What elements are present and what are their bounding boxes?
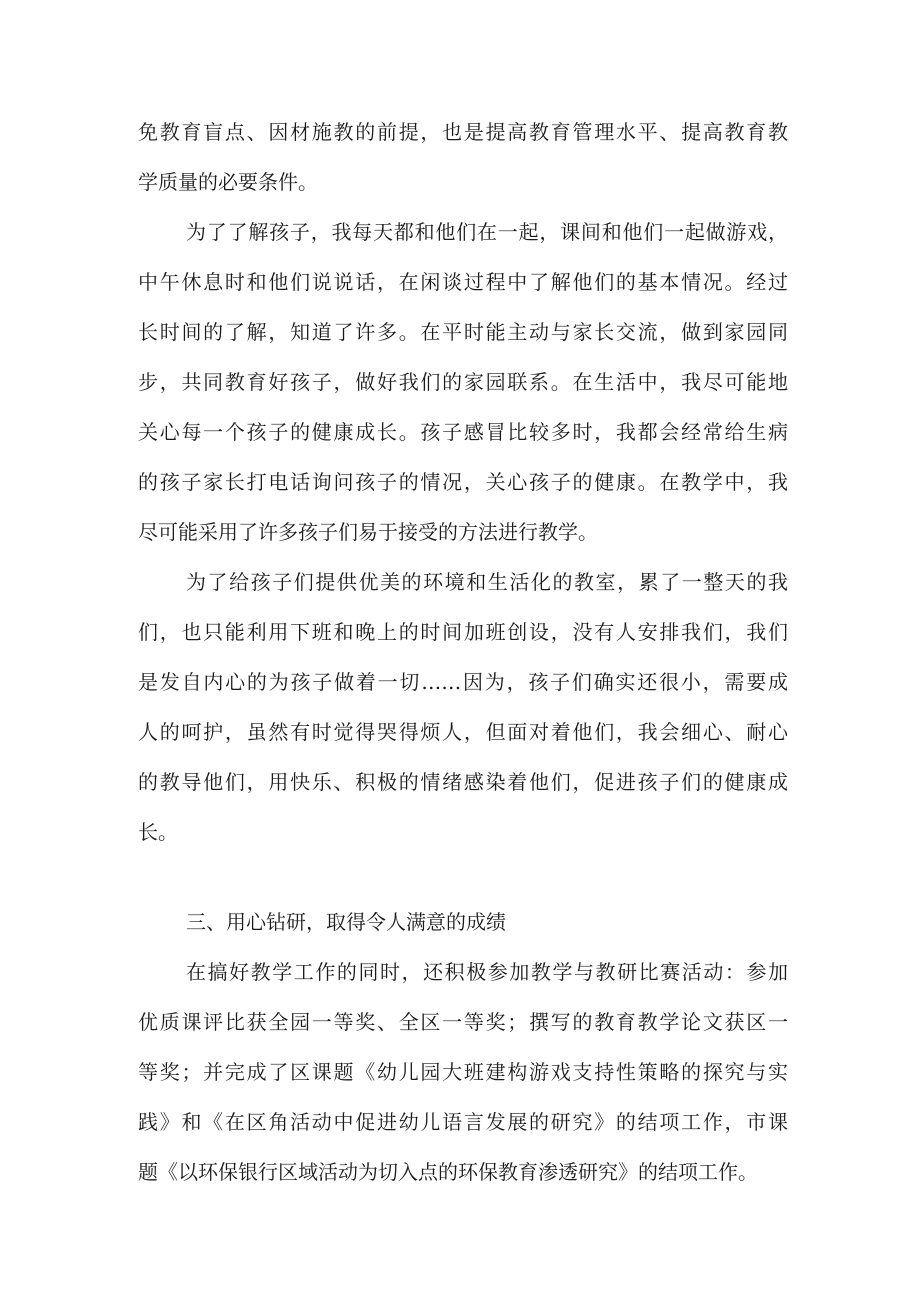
paragraph-2-line-2: 中午休息时和他们说说话，在闲谈过程中了解他们的基本情况。经过 xyxy=(138,270,788,294)
paragraph-1-line-2: 学质量的必要条件。 xyxy=(138,170,318,194)
paragraph-3-line-5: 的教导他们，用快乐、积极的情绪感染着他们，促进孩子们的健康成 xyxy=(138,770,788,794)
paragraph-2-line-5: 关心每一个孩子的健康成长。孩子感冒比较多时，我都会经常给生病 xyxy=(138,420,788,444)
paragraph-3-line-4: 人的呵护，虽然有时觉得哭得烦人，但面对着他们，我会细心、耐心 xyxy=(138,720,788,744)
paragraph-2-line-3: 长时间的了解，知道了许多。在平时能主动与家长交流，做到家园同 xyxy=(138,320,788,344)
paragraph-4-line-1: 在搞好教学工作的同时，还积极参加教学与教研比赛活动：参加 xyxy=(186,960,788,984)
paragraph-3-line-1: 为了给孩子们提供优美的环境和生活化的教室，累了一整天的我 xyxy=(186,570,788,594)
paragraph-3-line-2: 们，也只能利用下班和晚上的时间加班创设，没有人安排我们，我们 xyxy=(138,620,788,644)
paragraph-2-line-1: 为了了解孩子，我每天都和他们在一起，课间和他们一起做游戏， xyxy=(186,220,788,244)
paragraph-1-line-1: 免教育盲点、因材施教的前提，也是提高教育管理水平、提高教育教 xyxy=(138,120,788,144)
paragraph-4-line-4: 践》和《在区角活动中促进幼儿语言发展的研究》的结项工作，市课 xyxy=(138,1110,788,1134)
section-heading: 三、用心钻研，取得令人满意的成绩 xyxy=(186,910,506,934)
paragraph-2-line-4: 步，共同教育好孩子，做好我们的家园联系。在生活中，我尽可能地 xyxy=(138,370,788,394)
paragraph-2-line-6: 的孩子家长打电话询问孩子的情况，关心孩子的健康。在教学中，我 xyxy=(138,470,788,494)
paragraph-4-line-3: 等奖；并完成了区课题《幼儿园大班建构游戏支持性策略的探究与实 xyxy=(138,1060,788,1084)
paragraph-3-line-6: 长。 xyxy=(138,820,178,844)
paragraph-4-line-5: 题《以环保银行区域活动为切入点的环保教育渗透研究》的结项工作。 xyxy=(138,1160,758,1184)
paragraph-2-line-7: 尽可能采用了许多孩子们易于接受的方法进行教学。 xyxy=(138,520,598,544)
paragraph-4-line-2: 优质课评比获全园一等奖、全区一等奖；撰写的教育教学论文获区一 xyxy=(138,1010,788,1034)
paragraph-3-line-3: 是发自内心的为孩子做着一切……因为，孩子们确实还很小，需要成 xyxy=(138,670,788,694)
